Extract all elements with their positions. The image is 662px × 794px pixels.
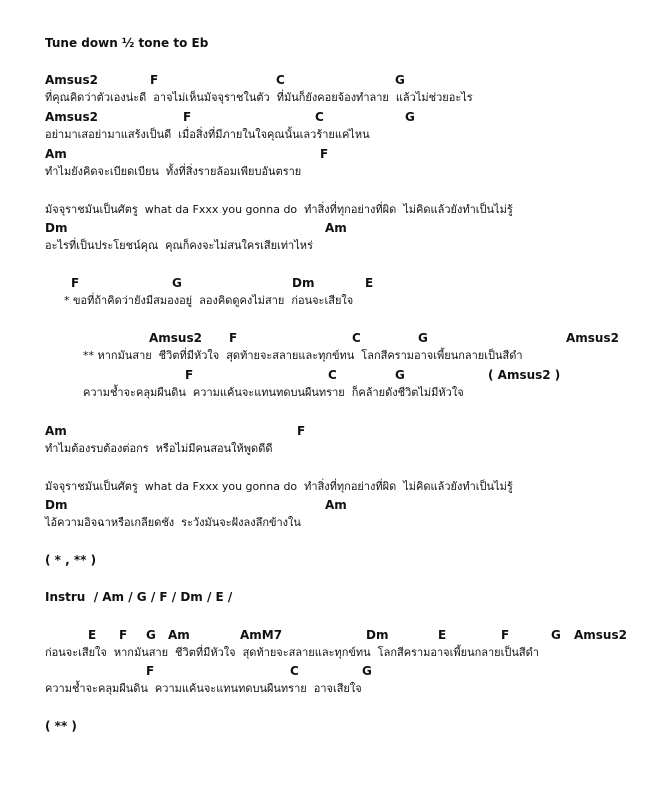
lyric-line: มัจจุราชมันเป็นศัตรู what da Fxxx you gonna do ทำสิ่งที่ทุกอย่างที่ผิด ไม่คิดแล้วยังทำเป็นไม่รู้	[45, 203, 513, 216]
repeat-marker: ( ** )	[45, 719, 77, 733]
chord: C	[352, 331, 361, 345]
lyric-line: ที่คุณคิดว่าตัวเองน่ะดี อาจไม่เห็นมัจจุราชในตัว ที่มันก็ยังคอยจ้องทำลาย แล้วไม่ช่วยอะไร	[45, 91, 473, 104]
lyric-line: ทำไมต้องรบต้องต่อกร หรือไม่มีคนสอนให้พูดดีดี	[45, 442, 273, 455]
lyric-line: ** หากมันสาย ชีวิตที่มีหัวใจ สุดท้ายจะสลายและทุกข์ทน โลกสีครามอาจเพี้ยนกลายเป็นสีดำ	[83, 349, 523, 362]
chord: F	[119, 628, 128, 642]
chord: F	[150, 73, 159, 87]
instrumental-line: Instru / Am / G / F / Dm / E /	[45, 590, 233, 604]
chord: G	[172, 276, 182, 290]
chord: F	[320, 147, 329, 161]
chord: E	[365, 276, 374, 290]
chord: F	[185, 368, 194, 382]
lyric-line: อย่ามาเสอย่ามาแสร้งเป็นดี เมื่อสิ่งที่มีภายในใจคุณนั้นเลวร้ายแค่ไหน	[45, 128, 370, 141]
chord: G	[395, 368, 405, 382]
lyric-line: มัจจุราชมันเป็นศัตรู what da Fxxx you gonna do ทำสิ่งที่ทุกอย่างที่ผิด ไม่คิดแล้วยังทำเป็นไม่รู้	[45, 480, 513, 493]
chord: Dm	[45, 498, 68, 512]
chord: AmM7	[240, 628, 283, 642]
song-tuning-note: Tune down ½ tone to Eb	[45, 36, 209, 50]
chord: Amsus2	[45, 73, 98, 87]
chord: F	[501, 628, 510, 642]
chord: C	[290, 664, 299, 678]
lyric-line: ความช้ำจะคลุมผืนดิน ความแค้นจะแทนทดบนผืนทราย อาจเสียใจ	[45, 682, 362, 695]
lyric-line: ทำไมยังคิดจะเบียดเบียน ทั้งที่สิ่งรายล้อมเพียบอันตราย	[45, 165, 302, 178]
chord: G	[362, 664, 372, 678]
chord: Dm	[366, 628, 389, 642]
lyric-line: ก่อนจะเสียใจ หากมันสาย ชีวิตที่มีหัวใจ สุดท้ายจะสลายและทุกข์ทน โลกสีครามอาจเพี้ยนกลายเป็นสีดำ	[45, 646, 539, 659]
chord: G	[418, 331, 428, 345]
chord: Amsus2	[574, 628, 627, 642]
lyric-line: อะไรที่เป็นประโยชน์คุณ คุณก็คงจะไม่สนใครเสียเท่าไหร่	[45, 239, 313, 252]
chord: Amsus2	[45, 110, 98, 124]
chord: Am	[325, 498, 347, 512]
chord: F	[146, 664, 155, 678]
lyric-line: ความช้ำจะคลุมผืนดิน ความแค้นจะแทนทดบนผืนทราย ก็คล้ายดังชีวิตไม่มีหัวใจ	[83, 386, 464, 399]
lyric-line: ไอ้ความอิจฉาหรือเกลียดชัง ระวังมันจะฝังลงลึกข้างใน	[45, 516, 301, 529]
chord: C	[276, 73, 285, 87]
chord: G	[551, 628, 561, 642]
chord: Dm	[292, 276, 315, 290]
repeat-marker: ( * , ** )	[45, 553, 97, 567]
chord: C	[328, 368, 337, 382]
chord: F	[183, 110, 192, 124]
chord: F	[229, 331, 238, 345]
chord: ( Amsus2 )	[488, 368, 561, 382]
chord: G	[405, 110, 415, 124]
chord: E	[88, 628, 97, 642]
chord: Amsus2	[566, 331, 619, 345]
chord: G	[395, 73, 405, 87]
chord: Am	[168, 628, 190, 642]
chord: Am	[45, 424, 67, 438]
chord: Am	[45, 147, 67, 161]
chord: F	[71, 276, 80, 290]
chord: E	[438, 628, 447, 642]
chord: Am	[325, 221, 347, 235]
chord: F	[297, 424, 306, 438]
chord: Dm	[45, 221, 68, 235]
chord: G	[146, 628, 156, 642]
chord: Amsus2	[149, 331, 202, 345]
chord: C	[315, 110, 324, 124]
lyric-line: * ขอที่ถ้าคิดว่ายังมีสมองอยู่ ลองคิดดูคงไม่สาย ก่อนจะเสียใจ	[64, 294, 354, 307]
